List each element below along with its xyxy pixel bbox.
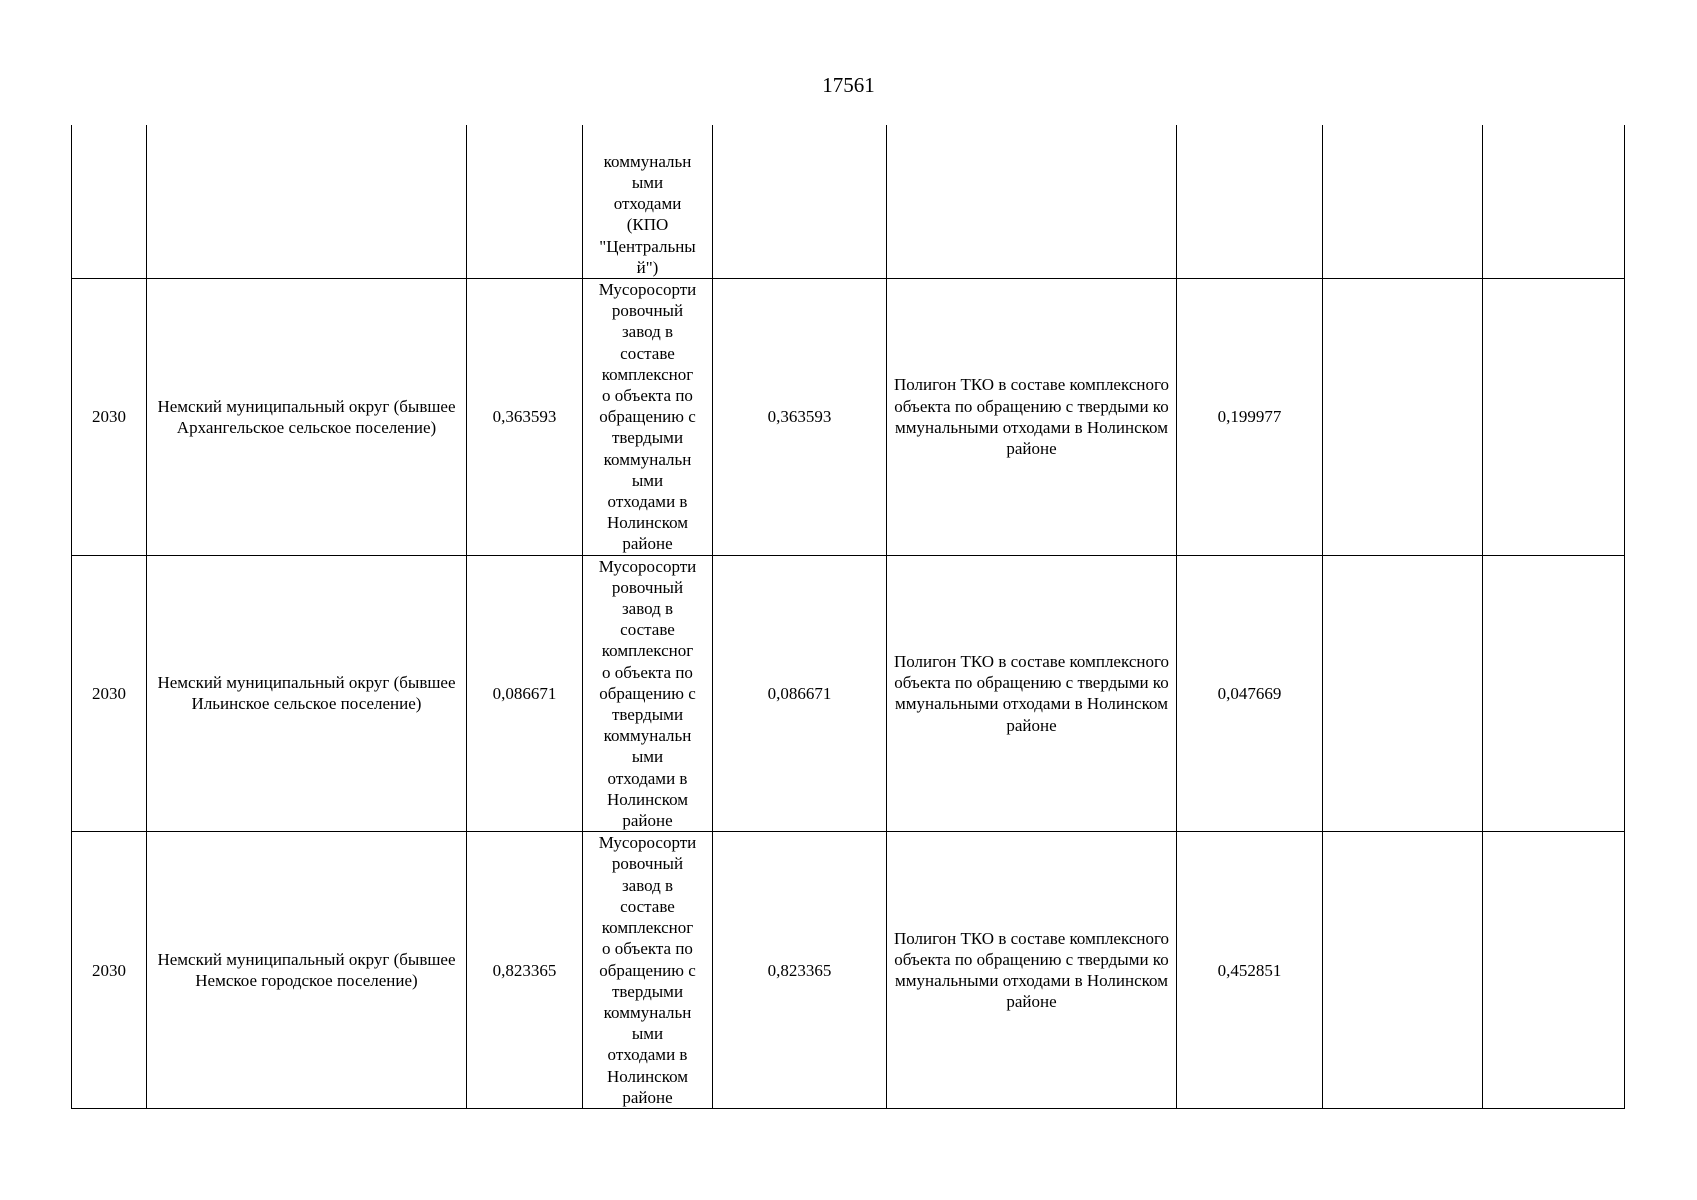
target-facility-cell: Полигон ТКО в составе комплексного объекта по обращению с твердыми коммунальными отходами в Нолинском районе	[887, 832, 1177, 1109]
municipality-name-cell: Немский муниципальный округ (бывшее Ильинское сельское поселение)	[147, 555, 467, 832]
facility-line: составе	[620, 896, 675, 916]
facility-line: твердыми	[611, 428, 684, 448]
facility-line: комплексног	[601, 918, 694, 938]
facility-line: Нолинском	[606, 513, 689, 533]
municipality-name-cell: Немский муниципальный округ (бывшее Немское городское поселение)	[147, 832, 467, 1109]
value1-cell: 0,363593	[467, 279, 583, 556]
facility-line: завод в	[621, 322, 674, 342]
cont-name-cell	[147, 125, 467, 279]
target-facility-cell: Полигон ТКО в составе комплексного объекта по обращению с твердыми коммунальными отходами в Нолинском районе	[887, 555, 1177, 832]
value2-cell: 0,823365	[713, 832, 887, 1109]
facility-line: Нолинском	[606, 1066, 689, 1086]
facility-line: районе	[622, 1087, 673, 1107]
year-cell: 2030	[72, 832, 147, 1109]
cont-target-cell	[887, 125, 1177, 279]
facility-line: твердыми	[611, 981, 684, 1001]
facility-line: Нолинском	[606, 789, 689, 809]
facility-line: Мусоросорти	[598, 280, 697, 299]
value3-cell: 0,047669	[1177, 555, 1323, 832]
col8-cell	[1323, 279, 1483, 556]
facility-line: отходами в	[607, 1045, 688, 1065]
table-row	[72, 279, 1625, 556]
facility-line: ыми	[631, 172, 664, 192]
value2-cell: 0,086671	[713, 555, 887, 832]
facility-line: ыми	[631, 470, 664, 490]
facility-cell	[583, 279, 713, 556]
facility-line: составе	[620, 620, 675, 640]
cont-value2-cell	[713, 125, 887, 279]
facility-line: комплексног	[601, 641, 694, 661]
value1-cell: 0,823365	[467, 832, 583, 1109]
cont-value3-cell	[1177, 125, 1323, 279]
facility-line: ыми	[631, 1024, 664, 1044]
col8-cell	[1323, 555, 1483, 832]
page-number: 17561	[822, 73, 875, 97]
facility-line: "Центральны	[599, 236, 696, 256]
cont-facility-cell	[583, 125, 713, 279]
facility-line: ровочный	[611, 854, 684, 874]
facility-cell	[583, 555, 713, 832]
col9-cell	[1483, 555, 1625, 832]
facility-line: о объекта по	[602, 939, 693, 959]
facility-line: й")	[636, 257, 659, 277]
cont-year-cell	[72, 125, 147, 279]
cont-col8-cell	[1323, 125, 1483, 279]
facility-line: (КПО	[626, 215, 669, 235]
facility-line: составе	[620, 343, 675, 363]
facility-line: о объекта по	[602, 386, 693, 406]
continuation-row	[72, 125, 1625, 279]
facility-line: районе	[622, 811, 673, 831]
value2-cell: 0,363593	[713, 279, 887, 556]
facility-cell	[583, 832, 713, 1109]
facility-line: отходами в	[607, 768, 688, 788]
facility-line: о объекта по	[602, 662, 693, 682]
cont-col9-cell	[1483, 125, 1625, 279]
table-row	[72, 832, 1625, 1109]
facility-line: завод в	[621, 599, 674, 619]
col9-cell	[1483, 279, 1625, 556]
facility-line: районе	[622, 534, 673, 554]
facility-line: обращению с	[599, 683, 696, 703]
facility-line: коммунальн	[603, 449, 692, 469]
facility-line: ровочный	[611, 577, 684, 597]
facility-line: отходами	[613, 194, 682, 214]
year-cell: 2030	[72, 279, 147, 556]
facility-line: Мусоросорти	[598, 833, 697, 853]
facility-line: Мусоросорти	[598, 556, 697, 576]
cont-value1-cell	[467, 125, 583, 279]
col9-cell	[1483, 832, 1625, 1109]
facility-line: завод в	[621, 875, 674, 895]
value3-cell: 0,199977	[1177, 279, 1323, 556]
facility-line: ровочный	[611, 301, 684, 321]
table-row	[72, 555, 1625, 832]
facility-line: отходами в	[607, 492, 688, 512]
facility-line: ыми	[631, 747, 664, 767]
facility-line: обращению с	[599, 407, 696, 427]
waste-flow-table	[71, 125, 1625, 1109]
target-facility-cell: Полигон ТКО в составе комплексного объекта по обращению с твердыми коммунальными отходами в Нолинском районе	[887, 279, 1177, 556]
facility-line: обращению с	[599, 960, 696, 980]
facility-line: комплексног	[601, 364, 694, 384]
facility-line: коммунальн	[603, 1002, 692, 1022]
facility-line: твердыми	[611, 705, 684, 725]
col8-cell	[1323, 832, 1483, 1109]
value1-cell: 0,086671	[467, 555, 583, 832]
facility-line: коммунальн	[603, 151, 692, 171]
municipality-name-cell: Немский муниципальный округ (бывшее Архангельское сельское поселение)	[147, 279, 467, 556]
year-cell: 2030	[72, 555, 147, 832]
facility-line: коммунальн	[603, 726, 692, 746]
value3-cell: 0,452851	[1177, 832, 1323, 1109]
